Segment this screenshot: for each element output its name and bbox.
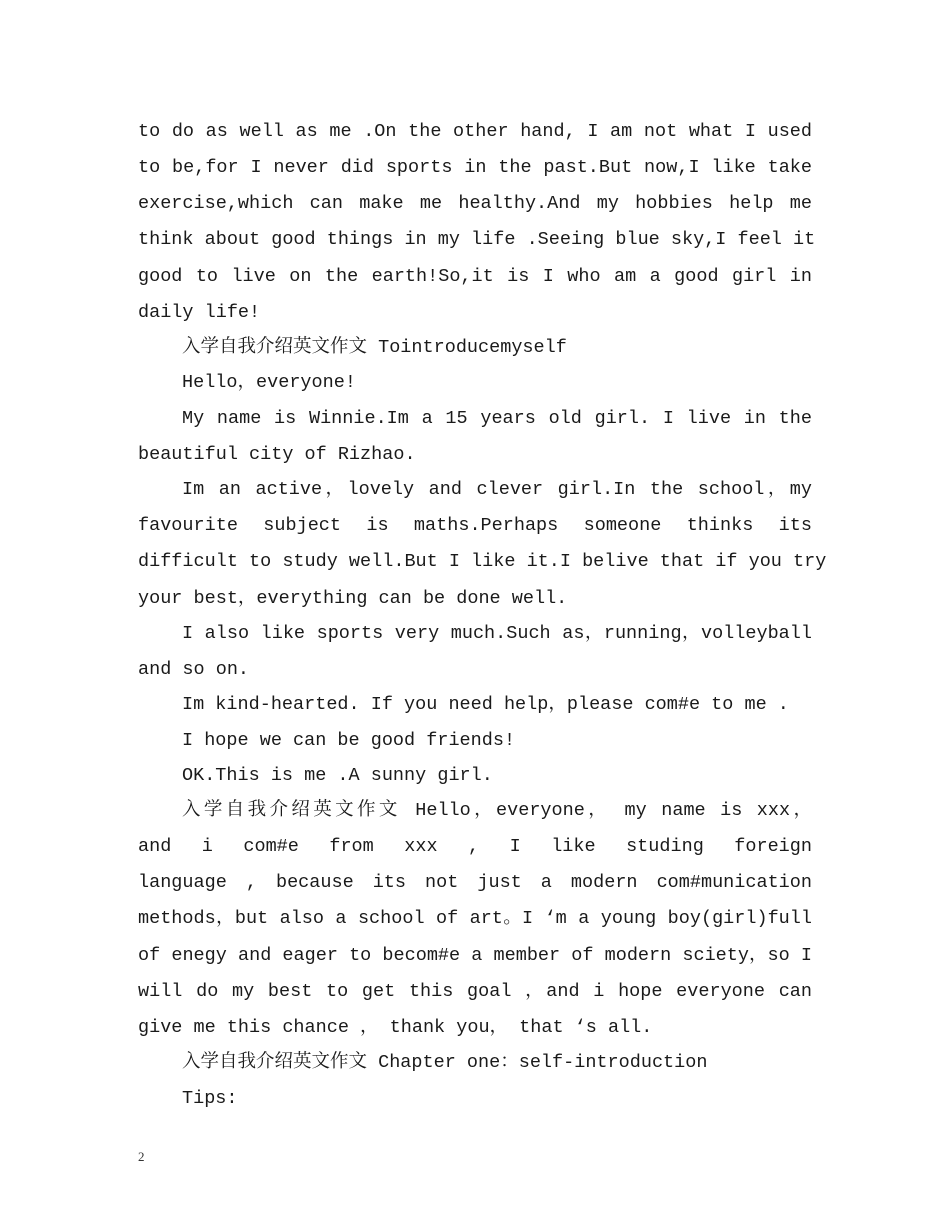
text-line: your best，everything can be done well. [138,588,568,609]
text-line: Tips: [182,1088,238,1109]
text-line: and i com#e from xxx , I like studing foreign [138,836,812,857]
section-heading: 入学自我介绍英文作文 Tointroducemyself [182,337,567,358]
text-line: Hello，everyone! [182,372,356,393]
text-line: Im kind-hearted. If you need help，please com#e to me . [182,694,789,715]
text-line: favourite subject is maths.Perhaps someone thinks its [138,515,812,536]
text-line: language , because its not just a modern com#munication [138,872,812,893]
text-line: think about good things in my life .Seeing blue sky,I feel it [138,229,816,250]
section-heading: 入学自我介绍英文作文 Chapter one：self-introduction [182,1052,708,1073]
text-line: I also like sports very much.Such as，running，volleyball [182,623,812,644]
text-line: I hope we can be good friends! [182,730,516,751]
text-line: difficult to study well.But I like it.I belive that if you try [138,551,827,572]
text-line: to do as well as me .On the other hand, I am not what I used [138,121,812,142]
text-line: and so on. [138,659,250,680]
text-line: good to live on the earth!So,it is I who am a good girl in [138,266,812,287]
text-line: daily life! [138,302,261,323]
text-line: OK.This is me .A sunny girl. [182,765,493,786]
text-line: methods，but also a school of art。I ‘m a young boy(girl)full [138,908,812,929]
text-line: beautiful city of Rizhao. [138,444,416,465]
text-line: of enegy and eager to becom#e a member of modern sciety，so I [138,945,812,966]
text-line: exercise,which can make me healthy.And my hobbies help me [138,193,812,214]
page-number: 2 [138,1149,145,1164]
text-line: to be,for I never did sports in the past.But now,I like take [138,157,812,178]
text-line: My name is Winnie.Im a 15 years old girl. I live in the [182,408,812,429]
text-line: will do my best to get this goal ，and i hope everyone can [138,981,812,1002]
section-heading: 入学自我介绍英文作文 Hello，everyone， my name is xxx， [182,800,812,821]
text-line: Im an active，lovely and clever girl.In the school，my [182,479,812,500]
text-line: give me this chance ， thank you， that ‘s all. [138,1017,653,1038]
